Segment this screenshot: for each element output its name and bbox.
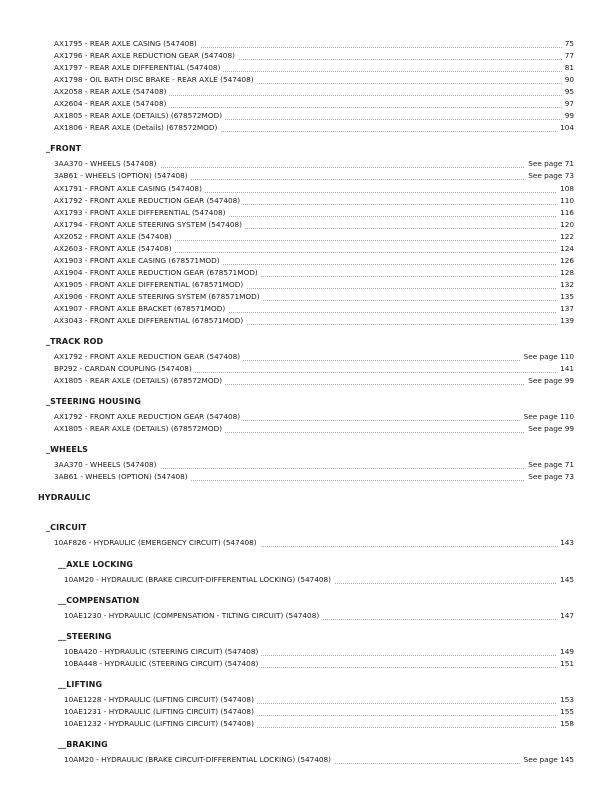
toc-entry-title: AX1806 - REAR AXLE (Details) (678572MOD) (54, 122, 220, 134)
toc-entry-page: 147 (557, 610, 574, 622)
section-heading: __AXLE LOCKING (58, 559, 134, 569)
toc-entry-title: AX1792 - FRONT AXLE REDUCTION GEAR (547408) (54, 351, 243, 363)
toc-entry-title: AX1904 - FRONT AXLE REDUCTION GEAR (678571MOD) (54, 267, 261, 279)
section-heading: _STEERING HOUSING (46, 397, 142, 407)
toc-entry-page: 139 (557, 315, 574, 327)
toc-entry[interactable] (0, 471, 612, 483)
toc-entry-page: 108 (557, 183, 574, 195)
toc-entry-page: 97 (562, 98, 574, 110)
toc-entry-page: 141 (557, 363, 574, 375)
toc-entry-title: AX1792 - FRONT AXLE REDUCTION GEAR (547408) (54, 195, 243, 207)
toc-entry[interactable] (0, 315, 612, 327)
toc-entry-title: AX2604 - REAR AXLE (547408) (54, 98, 169, 110)
toc-entry-title: AX1792 - FRONT AXLE REDUCTION GEAR (547408) (54, 411, 243, 423)
toc-entry-title: 10AE1228 - HYDRAULIC (LIFTING CIRCUIT) (547408) (64, 694, 257, 706)
toc-entry-page: 155 (557, 706, 574, 718)
toc-entry-page: 99 (562, 110, 574, 122)
toc-entry-title: 3AB61 - WHEELS (OPTION) (547408) (54, 471, 191, 483)
toc-entry-page: 137 (557, 303, 574, 315)
toc-entry[interactable] (0, 537, 612, 549)
toc-entry-title: 10AE1232 - HYDRAULIC (LIFTING CIRCUIT) (547408) (64, 718, 257, 730)
toc-entry-page: 104 (557, 122, 574, 134)
toc-entry-page: See page 73 (525, 170, 574, 182)
toc-entry-title: 10BA420 - HYDRAULIC (STEERING CIRCUIT) (547408) (64, 646, 261, 658)
toc-entry-page: 95 (562, 86, 574, 98)
toc-entry-title: 10BA448 - HYDRAULIC (STEERING CIRCUIT) (547408) (64, 658, 261, 670)
toc-entry-title: 10AF826 - HYDRAULIC (EMERGENCY CIRCUIT) (547408) (54, 537, 260, 549)
toc-entry-title: AX1907 - FRONT AXLE BRACKET (678571MOD) (54, 303, 228, 315)
toc-entry-page: 122 (557, 231, 574, 243)
section-heading: _CIRCUIT (46, 523, 87, 533)
toc-entry-page: 132 (557, 279, 574, 291)
toc-entry-page: 149 (557, 646, 574, 658)
toc-entry[interactable] (0, 375, 612, 387)
toc-entry-title: AX2603 - FRONT AXLE (547408) (54, 243, 175, 255)
toc-entry[interactable] (0, 574, 612, 586)
toc-entry-title: AX1805 - REAR AXLE (DETAILS) (678572MOD) (54, 110, 225, 122)
section-heading: __STEERING (58, 631, 112, 641)
toc-entry-title: AX1791 - FRONT AXLE CASING (547408) (54, 183, 205, 195)
toc-entry-page: 77 (562, 50, 574, 62)
toc-entry-title: AX1805 - REAR AXLE (DETAILS) (678572MOD) (54, 423, 225, 435)
toc-entry-title: AX1796 - REAR AXLE REDUCTION GEAR (547408) (54, 50, 238, 62)
toc-entry-page: 81 (562, 62, 574, 74)
toc-entry-title: 10AM20 - HYDRAULIC (BRAKE CIRCUIT-DIFFERENTIAL LOCKING) (547408) (64, 754, 334, 766)
toc-entry-title: 3AA370 - WHEELS (547408) (54, 459, 160, 471)
toc-entry-page: See page 110 (521, 351, 574, 363)
toc-entry-page: See page 71 (525, 158, 574, 170)
toc-entry-title: AX1906 - FRONT AXLE STEERING SYSTEM (678571MOD) (54, 291, 263, 303)
toc-entry-title: AX1797 - REAR AXLE DIFFERENTIAL (547408) (54, 62, 223, 74)
section-heading: _TRACK ROD (46, 337, 104, 347)
toc-entry-page: 151 (557, 658, 574, 670)
toc-entry-title: AX3043 - FRONT AXLE DIFFERENTIAL (678571MOD) (54, 315, 246, 327)
toc-entry-page: See page 110 (521, 411, 574, 423)
toc-entry-page: 158 (557, 718, 574, 730)
toc-entry-title: 3AA370 - WHEELS (547408) (54, 158, 160, 170)
toc-entry-title: 3AB61 - WHEELS (OPTION) (547408) (54, 170, 191, 182)
section-heading: __COMPENSATION (58, 595, 140, 605)
section-heading: _FRONT (46, 144, 82, 154)
toc-entry-page: 143 (557, 537, 574, 549)
toc-entry-page: 153 (557, 694, 574, 706)
toc-entry-page: 128 (557, 267, 574, 279)
toc-entry-page: See page 99 (525, 375, 574, 387)
toc-entry-title: 10AM20 - HYDRAULIC (BRAKE CIRCUIT-DIFFERENTIAL LOCKING) (547408) (64, 574, 334, 586)
toc-entry-title: 10AE1230 - HYDRAULIC (COMPENSATION - TILTING CIRCUIT) (547408) (64, 610, 322, 622)
toc-entry[interactable] (0, 718, 612, 730)
toc-entry-title: BP292 - CARDAN COUPLING (547408) (54, 363, 195, 375)
toc-entry-page: 124 (557, 243, 574, 255)
toc-entry-title: AX1798 - OIL BATH DISC BRAKE - REAR AXLE (547408) (54, 74, 257, 86)
toc-entry-title: AX2058 - REAR AXLE (547408) (54, 86, 169, 98)
toc-entry-page: See page 99 (525, 423, 574, 435)
toc-entry-page: 90 (562, 74, 574, 86)
toc-entry-title: AX1793 - FRONT AXLE DIFFERENTIAL (547408) (54, 207, 229, 219)
toc-entry-page: 75 (562, 38, 574, 50)
toc-entry-page: 116 (557, 207, 574, 219)
toc-entry[interactable] (0, 122, 612, 134)
toc-entry-page: See page 71 (525, 459, 574, 471)
toc-entry-title: AX1903 - FRONT AXLE CASING (678571MOD) (54, 255, 223, 267)
toc-entry[interactable] (0, 658, 612, 670)
toc-entry-page: See page 73 (525, 471, 574, 483)
toc-entry-page: See page 145 (521, 754, 574, 766)
toc-entry-title: AX1805 - REAR AXLE (DETAILS) (678572MOD) (54, 375, 225, 387)
toc-entry-title: AX2052 - FRONT AXLE (547408) (54, 231, 175, 243)
section-heading: __LIFTING (58, 679, 103, 689)
toc-entry-page: 110 (557, 195, 574, 207)
toc-entry-page: 145 (557, 574, 574, 586)
section-heading: __BRAKING (58, 739, 108, 749)
toc-entry[interactable] (0, 423, 612, 435)
toc-entry-title: AX1905 - FRONT AXLE DIFFERENTIAL (678571MOD) (54, 279, 246, 291)
toc-entry-page: 135 (557, 291, 574, 303)
toc-entry-page: 126 (557, 255, 574, 267)
toc-entry-page: 120 (557, 219, 574, 231)
section-heading: HYDRAULIC (38, 493, 91, 503)
section-heading: _WHEELS (46, 445, 89, 455)
toc-entry-title: AX1794 - FRONT AXLE STEERING SYSTEM (547408) (54, 219, 245, 231)
toc-entry[interactable] (0, 754, 612, 766)
toc-entry-title: AX1795 - REAR AXLE CASING (547408) (54, 38, 200, 50)
toc-entry-title: 10AE1231 - HYDRAULIC (LIFTING CIRCUIT) (547408) (64, 706, 257, 718)
toc-entry[interactable] (0, 610, 612, 622)
